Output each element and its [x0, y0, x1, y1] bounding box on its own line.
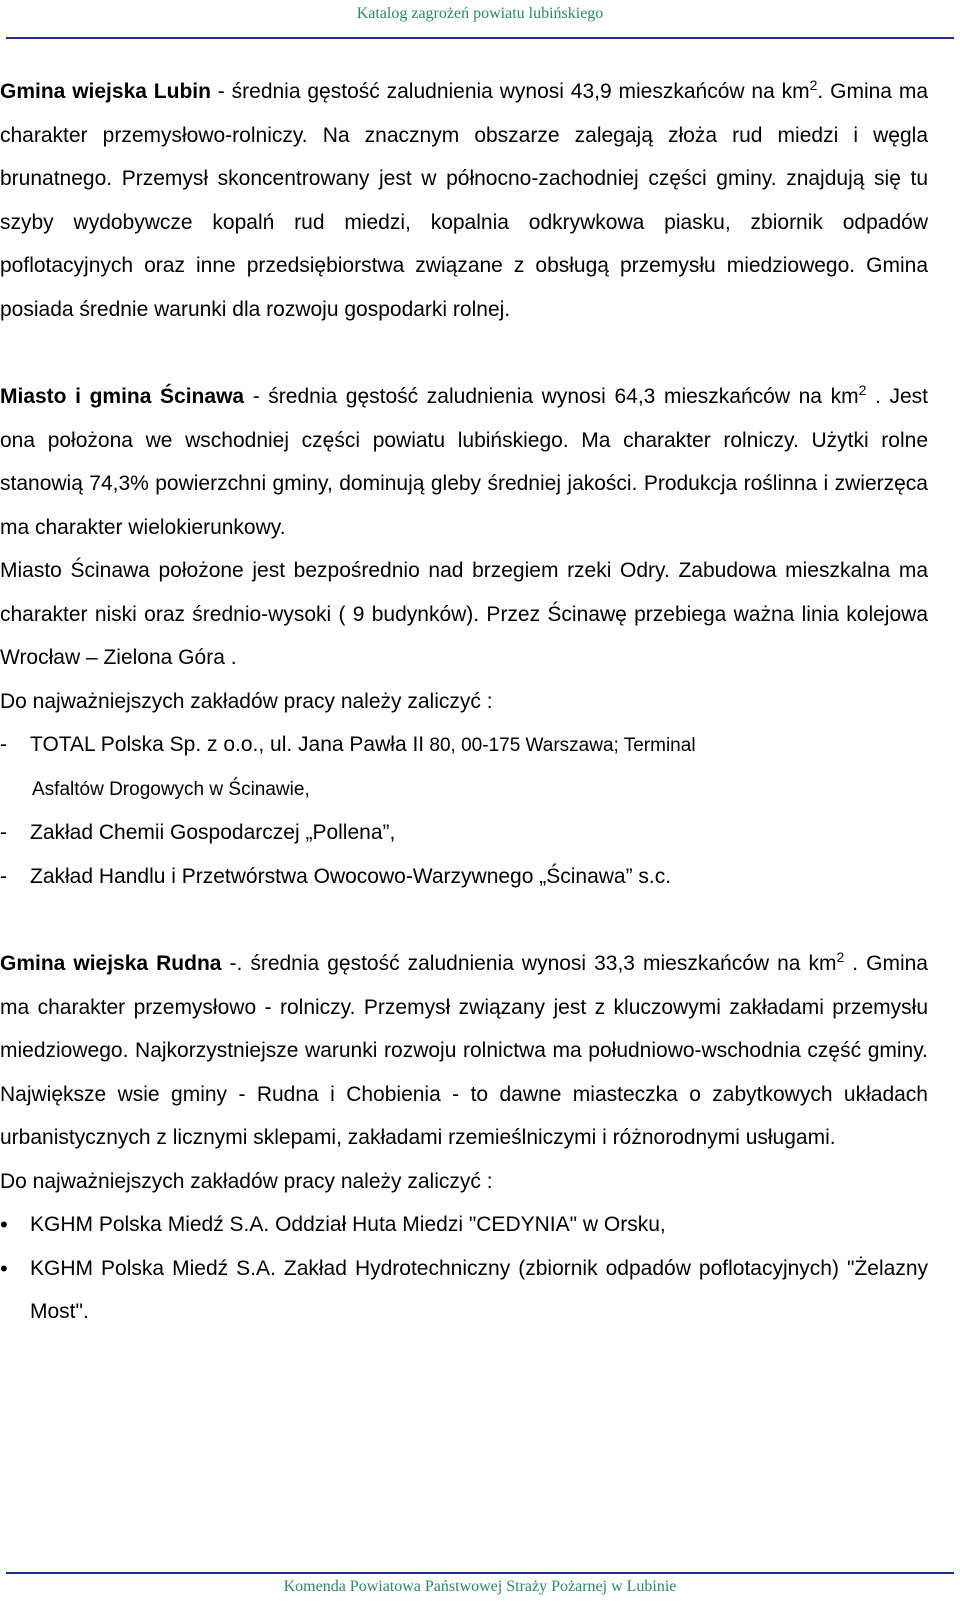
section-scinawa-heading: Miasto i gmina Ścinawa [0, 385, 245, 408]
section-rudna-heading: Gmina wiejska Rudna [0, 952, 222, 975]
section-lubin-heading: Gmina wiejska Lubin [0, 80, 211, 103]
bullet-icon: • [0, 1255, 8, 1281]
document-body [0, 70, 928, 1334]
footer-text: Komenda Powiatowa Państwowej Straży Pożarnej w Lubinie [283, 1578, 677, 1595]
section-rudna-paragraph: Gmina wiejska Rudna -. średnia gęstość zaludnienia wynosi 33,3 mieszkańców na $km^2$ . Gmina ma charakter przemysłowo - rolniczy. Przemysł związany jest z kluczowymi zakładami przemysłu miedziowego. Najkorzystniejsze warunki rozwoju rolnictwa ma południowo-wschodnia część gminy. Największe wsie gminy - Rudna i Chobienia - to dawne miasteczka o zabytkowych układach urbanistycznych z licznymi sklepami, zakładami rzemieślniczymi i różnorodnymi usługami. [0, 949, 928, 1149]
spacer [0, 331, 928, 375]
footer-rule [6, 1572, 954, 1574]
bullet-item: • KGHM Polska Miedź S.A. Oddział Huta Miedzi "CEDYNIA" w Orsku, [0, 1203, 928, 1247]
header-rule [6, 37, 954, 39]
header-title: Katalog zagrożeń powiatu lubińskiego [356, 5, 604, 22]
spacer [0, 898, 928, 942]
list-item: - Zakład Handlu i Przetwórstwa Owocowo-Warzywnego „Ścinawa” s.c. [0, 864, 672, 888]
bullet-icon: • [0, 1212, 8, 1237]
list-item: - TOTAL Polska Sp. z o.o., ul. Jana Pawła II 80, 00-175 Warszawa; Terminal [0, 733, 696, 756]
list-item-continuation: Asfaltów Drogowych w Ścinawie, [32, 778, 310, 800]
bullet-item: • KGHM Polska Miedź S.A. Zakład Hydrotechniczny (zbiornik odpadów poflotacyjnych) "Żelazny Most". [0, 1247, 928, 1334]
page-header [0, 0, 960, 40]
section-scinawa-paragraph: Miasto i gmina Ścinawa - średnia gęstość zaludnienia wynosi 64,3 mieszkańców na $km^2$ . Jest ona położona we wschodniej części powiatu lubińskiego. Ma charakter rolniczy. Użytki rolne stanowią 74,3% powierzchni gminy, dominują gleby średniej jakości. Produkcja roślinna i zwierzęca ma charakter wielokierunkowy. [0, 382, 928, 539]
section-rudna-intro: Do najważniejszych zakładów pracy należy zaliczyć : [0, 1169, 493, 1193]
section-scinawa-paragraph-2: Miasto Ścinawa położone jest bezpośrednio nad brzegiem rzeki Odry. Zabudowa mieszkalna ma charakter niski oraz średnio-wysoki ( 9 budynków). Przez Ścinawę przebiega ważna linia kolejowa Wrocław – Zielona Góra . [0, 559, 928, 669]
section-scinawa-intro: Do najważniejszych zakładów pracy należy zaliczyć : [0, 689, 493, 713]
section-lubin-paragraph: Gmina wiejska Lubin - średnia gęstość zaludnienia wynosi 43,9 mieszkańców na $km^2$. Gmina ma charakter przemysłowo-rolniczy. Na znacznym obszarze zalegają złoża rud miedzi i węgla brunatnego. Przemysł skoncentrowany jest w północno-zachodniej części gminy. znajdują się tu szyby wydobywcze kopalń rud miedzi, kopalnia odkrywkowa piasku, zbiornik odpadów poflotacyjnych oraz inne przedsiębiorstwa związane z obsługą przemysłu miedziowego. Gmina posiada średnie warunki dla rozwoju gospodarki rolnej. [0, 77, 928, 321]
list-item: - Zakład Chemii Gospodarczej „Pollena”, [0, 821, 396, 844]
page-footer [0, 1578, 960, 1596]
